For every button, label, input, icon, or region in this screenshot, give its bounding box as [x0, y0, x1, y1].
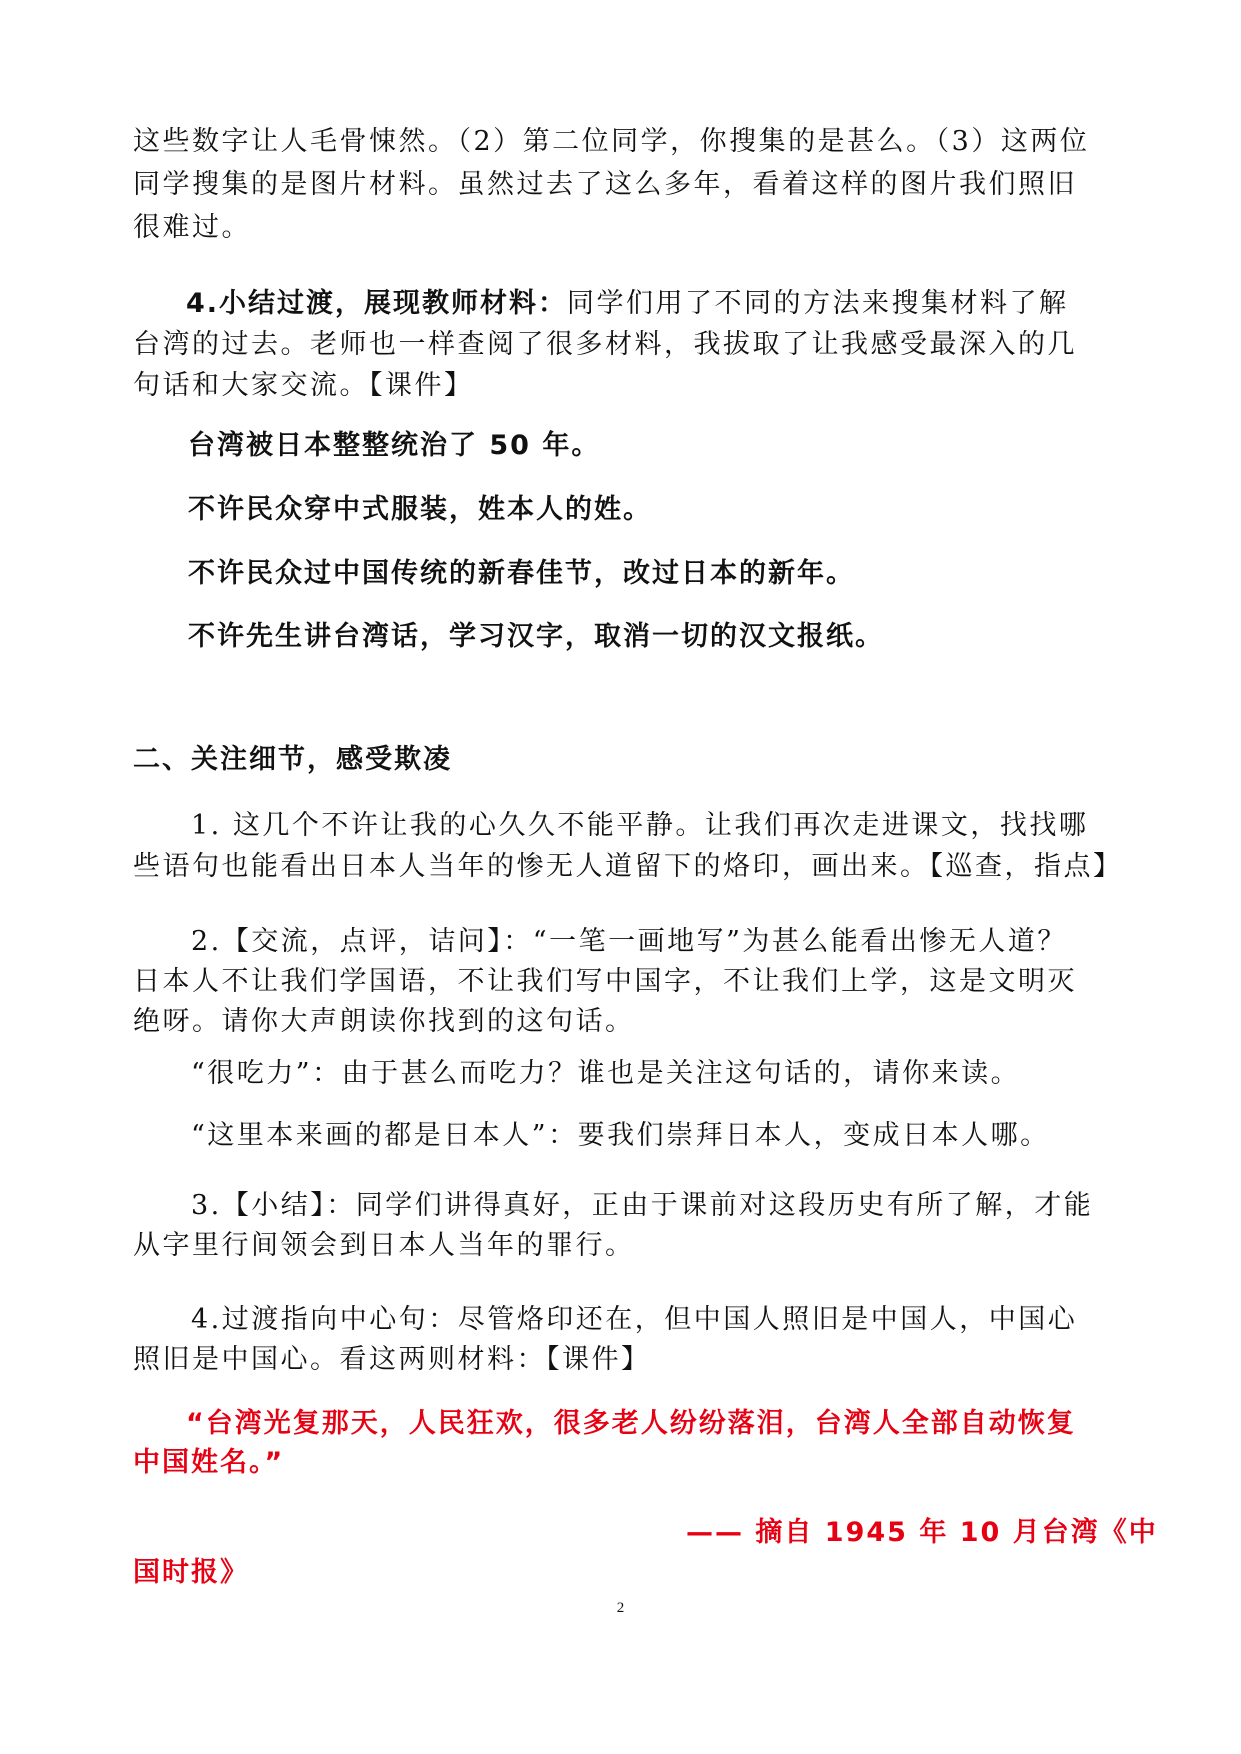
section-2-heading: 二、关注细节，感受欺凌 [133, 744, 452, 775]
p4-heading: 4.小结过渡，展现教师材料： [186, 288, 568, 319]
source-line-2: 国时报》 [133, 1557, 249, 1588]
intro-line-2: 同学搜集的是图片材料。虽然过去了这么多年，看着这样的图片我们照旧 [133, 169, 1077, 200]
p4-line-1-rest: 同学们用了不同的方法来搜集材料了解 [567, 288, 1069, 319]
intro-line-3: 很难过。 [133, 212, 251, 243]
red-quote-line-1: “台湾光复那天，人民狂欢，很多老人纷纷落泪，台湾人全部自动恢复 [186, 1408, 1076, 1439]
bold-quote-1: 台湾被日本整整统治了 50 年。 [188, 430, 601, 461]
s2-2-line-2: 日本人不让我们学国语，不让我们写中国字，不让我们上学，这是文明灭 [133, 966, 1077, 997]
s2-2-line-3: 绝呀。请你大声朗读你找到的这句话。 [133, 1006, 635, 1037]
p4-line-2: 台湾的过去。老师也一样查阅了很多材料，我拔取了让我感受最深入的几 [133, 329, 1077, 360]
s2-2-subline-2: “这里本来画的都是日本人”：要我们崇拜日本人，变成日本人哪。 [191, 1120, 1050, 1151]
bold-quote-4: 不许先生讲台湾话，学习汉字，取消一切的汉文报纸。 [188, 621, 884, 652]
page-number: 2 [616, 1600, 625, 1616]
s2-1-line-1: 1. 这几个不许让我的心久久不能平静。让我们再次走进课文，找找哪 [191, 810, 1089, 841]
s2-4-line-1: 4.过渡指向中心句：尽管烙印还在，但中国人照旧是中国人，中国心 [191, 1304, 1078, 1335]
s2-4-line-2: 照旧是中国心。看这两则材料：【课件】 [133, 1344, 651, 1375]
bold-quote-2: 不许民众穿中式服装，姓本人的姓。 [188, 494, 652, 525]
p4-line-1 [186, 284, 1069, 324]
s2-1-line-2: 些语句也能看出日本人当年的惨无人道留下的烙印，画出来。【巡查，指点】 [133, 851, 1123, 882]
red-quote-line-2: 中国姓名。” [133, 1447, 285, 1478]
intro-line-1: 这些数字让人毛骨悚然。（2）第二位同学，你搜集的是甚么。（3）这两位 [133, 126, 1090, 157]
p4-line-3: 句话和大家交流。【课件】 [133, 370, 474, 401]
s2-2-subline-1: “很吃力”：由于甚么而吃力？谁也是关注这句话的，请你来读。 [191, 1058, 1021, 1089]
source-line-1: —— 摘自 1945 年 10 月台湾《中 [686, 1517, 1158, 1548]
s2-2-line-1: 2.【交流，点评，诘问】：“一笔一画地写”为甚么能看出惨无人道？ [191, 926, 1067, 957]
bold-quote-3: 不许民众过中国传统的新春佳节，改过日本的新年。 [188, 558, 855, 589]
s2-3-line-2: 从字里行间领会到日本人当年的罪行。 [133, 1230, 635, 1261]
s2-3-line-1: 3.【小结】：同学们讲得真好，正由于课前对这段历史有所了解，才能 [191, 1190, 1094, 1221]
